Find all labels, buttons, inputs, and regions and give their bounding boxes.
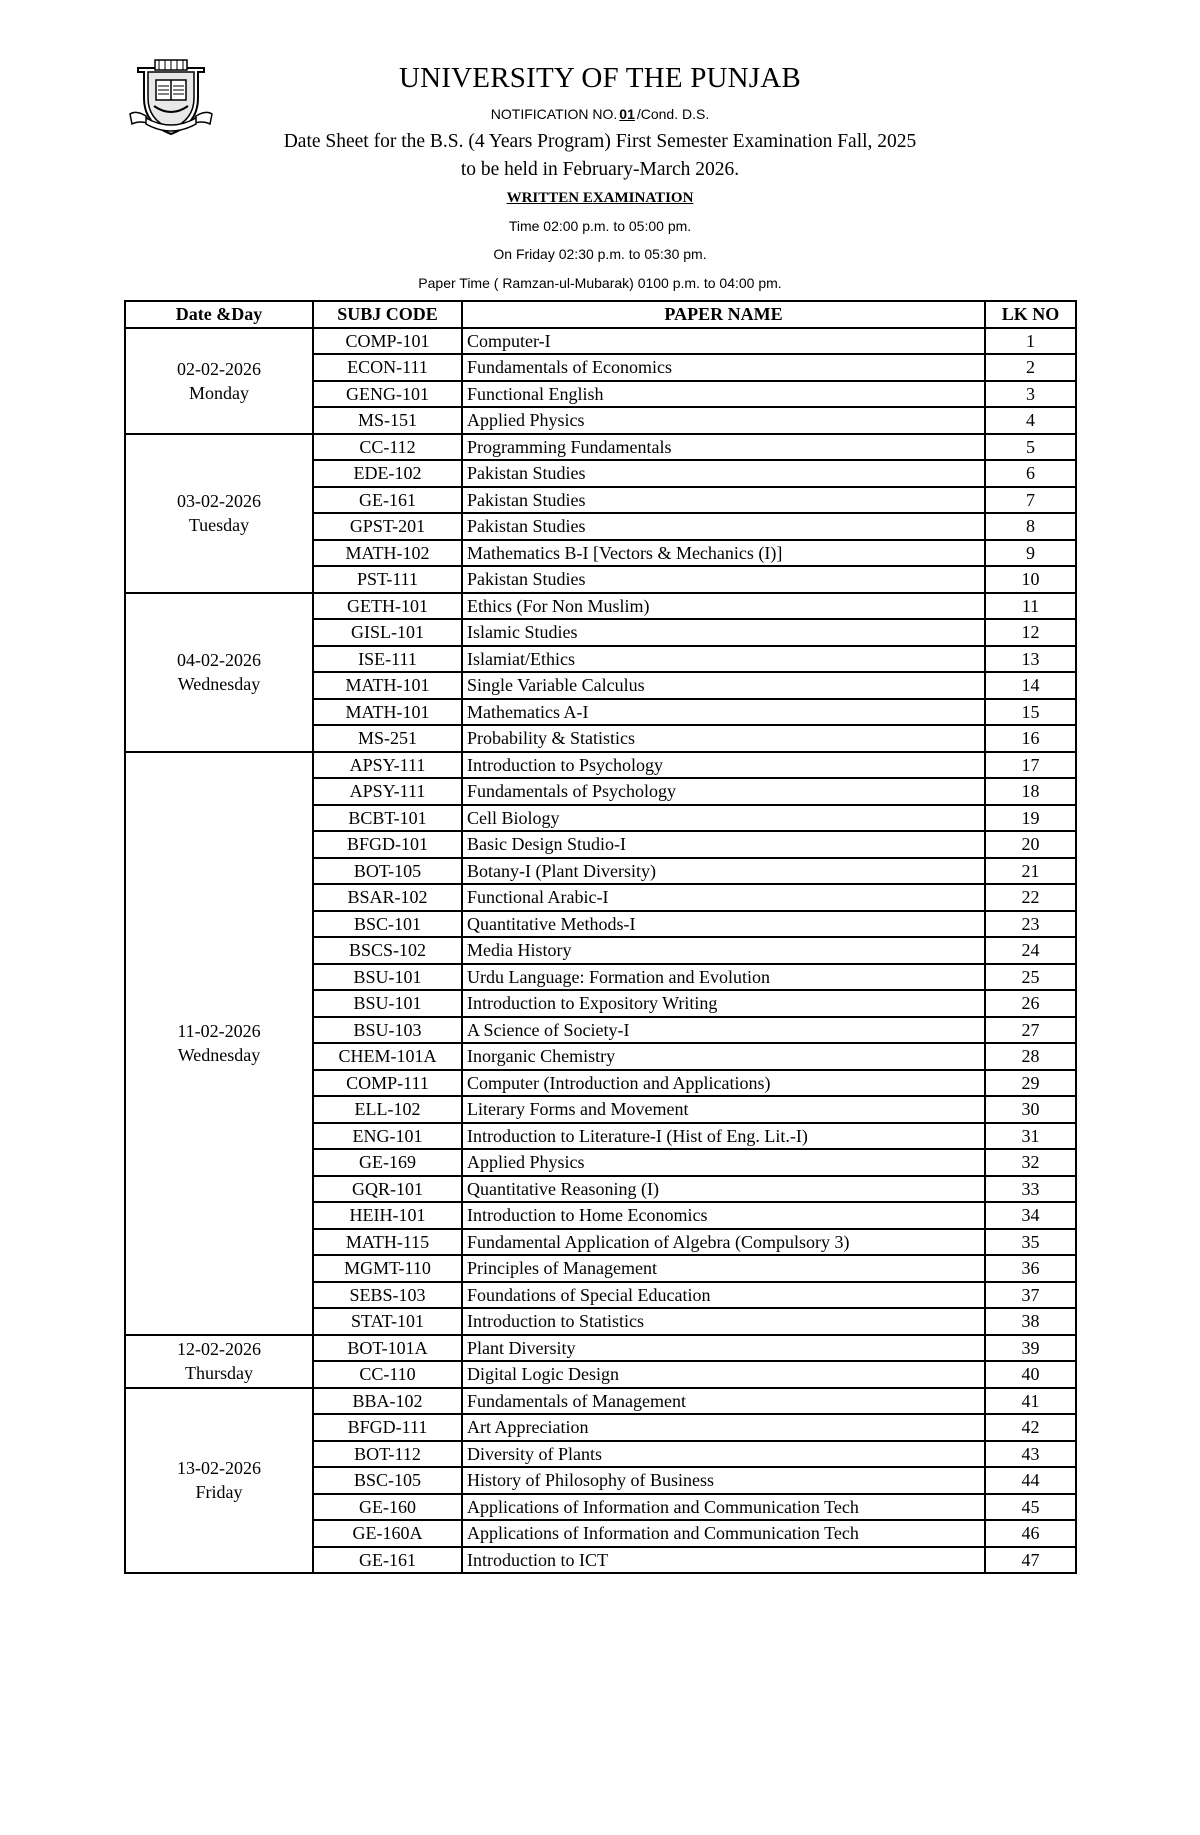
lk-number-cell: 44: [985, 1467, 1076, 1494]
subject-code-cell: GE-160A: [313, 1520, 462, 1547]
paper-name-cell: Introduction to Statistics: [462, 1308, 985, 1335]
paper-name-cell: Fundamentals of Psychology: [462, 778, 985, 805]
paper-name-cell: Pakistan Studies: [462, 513, 985, 540]
table-row: [125, 1388, 1076, 1415]
subject-code-cell: BFGD-101: [313, 831, 462, 858]
exam-date: 03-02-2026: [177, 491, 261, 511]
lk-number-cell: 33: [985, 1176, 1076, 1203]
subject-code-cell: GPST-201: [313, 513, 462, 540]
paper-name-cell: Quantitative Methods-I: [462, 911, 985, 938]
notification-suffix: /Cond. D.S.: [636, 106, 710, 122]
lk-number-cell: 38: [985, 1308, 1076, 1335]
exam-date-cell: [125, 328, 313, 434]
lk-number-cell: 18: [985, 778, 1076, 805]
paper-name-cell: Functional English: [462, 381, 985, 408]
subject-code-cell: BSC-105: [313, 1467, 462, 1494]
exam-time-ramzan: Paper Time ( Ramzan-ul-Mubarak) 0100 p.m. to 04:00 pm.: [418, 275, 782, 291]
paper-name-cell: Principles of Management: [462, 1255, 985, 1282]
paper-name-cell: Introduction to Literature-I (Hist of Eng. Lit.-I): [462, 1123, 985, 1150]
lk-number-cell: 43: [985, 1441, 1076, 1468]
subject-code-cell: BOT-105: [313, 858, 462, 885]
subject-code-cell: HEIH-101: [313, 1202, 462, 1229]
paper-name-cell: Ethics (For Non Muslim): [462, 593, 985, 620]
lk-number-cell: 3: [985, 381, 1076, 408]
table-header-row: [125, 301, 1076, 328]
lk-number-cell: 12: [985, 619, 1076, 646]
lk-number-cell: 40: [985, 1361, 1076, 1388]
table-row: [125, 328, 1076, 355]
subject-code-cell: MATH-102: [313, 540, 462, 567]
paper-name-cell: Pakistan Studies: [462, 566, 985, 593]
exam-date-cell: [125, 752, 313, 1335]
lk-number-cell: 6: [985, 460, 1076, 487]
paper-name-cell: Introduction to Psychology: [462, 752, 985, 779]
lk-number-cell: 30: [985, 1096, 1076, 1123]
lk-number-cell: 20: [985, 831, 1076, 858]
subject-code-cell: BOT-101A: [313, 1335, 462, 1362]
table-row: [125, 434, 1076, 461]
column-header-date: Date &Day: [125, 301, 313, 328]
lk-number-cell: 27: [985, 1017, 1076, 1044]
subject-code-cell: ISE-111: [313, 646, 462, 673]
paper-name-cell: Pakistan Studies: [462, 487, 985, 514]
lk-number-cell: 25: [985, 964, 1076, 991]
paper-name-cell: Urdu Language: Formation and Evolution: [462, 964, 985, 991]
column-header-lk-no: LK NO: [985, 301, 1076, 328]
subject-code-cell: GE-160: [313, 1494, 462, 1521]
lk-number-cell: 28: [985, 1043, 1076, 1070]
paper-name-cell: Quantitative Reasoning (I): [462, 1176, 985, 1203]
subject-code-cell: EDE-102: [313, 460, 462, 487]
paper-name-cell: Introduction to Expository Writing: [462, 990, 985, 1017]
exam-time-friday: On Friday 02:30 p.m. to 05:30 pm.: [493, 246, 707, 262]
lk-number-cell: 35: [985, 1229, 1076, 1256]
paper-name-cell: Probability & Statistics: [462, 725, 985, 752]
paper-name-cell: Digital Logic Design: [462, 1361, 985, 1388]
subject-code-cell: BSC-101: [313, 911, 462, 938]
subject-code-cell: BSAR-102: [313, 884, 462, 911]
paper-name-cell: Foundations of Special Education: [462, 1282, 985, 1309]
exam-day: Monday: [189, 382, 249, 403]
lk-number-cell: 24: [985, 937, 1076, 964]
subject-code-cell: MS-151: [313, 407, 462, 434]
notification-line: [0, 106, 1200, 122]
lk-number-cell: 47: [985, 1547, 1076, 1574]
paper-name-cell: Computer-I: [462, 328, 985, 355]
lk-number-cell: 37: [985, 1282, 1076, 1309]
lk-number-cell: 22: [985, 884, 1076, 911]
exam-date: 04-02-2026: [177, 650, 261, 670]
subject-code-cell: BFGD-111: [313, 1414, 462, 1441]
lk-number-cell: 42: [985, 1414, 1076, 1441]
exam-day: Wednesday: [177, 674, 261, 694]
notification-prefix: NOTIFICATION NO.: [490, 106, 618, 122]
column-header-paper-name: PAPER NAME: [462, 301, 985, 328]
lk-number-cell: 16: [985, 725, 1076, 752]
exam-day: Friday: [195, 1482, 243, 1503]
subject-code-cell: MATH-115: [313, 1229, 462, 1256]
paper-name-cell: Introduction to ICT: [462, 1547, 985, 1574]
subject-code-cell: GQR-101: [313, 1176, 462, 1203]
paper-name-cell: Introduction to Home Economics: [462, 1202, 985, 1229]
subject-code-cell: COMP-101: [313, 328, 462, 355]
paper-name-cell: Islamic Studies: [462, 619, 985, 646]
subject-code-cell: PST-111: [313, 566, 462, 593]
lk-number-cell: 17: [985, 752, 1076, 779]
exam-date: 13-02-2026: [177, 1458, 261, 1479]
subject-code-cell: GENG-101: [313, 381, 462, 408]
paper-name-cell: Applied Physics: [462, 407, 985, 434]
paper-name-cell: Applications of Information and Communication Tech: [462, 1520, 985, 1547]
paper-name-cell: Botany-I (Plant Diversity): [462, 858, 985, 885]
subject-code-cell: GE-169: [313, 1149, 462, 1176]
subject-code-cell: BSU-103: [313, 1017, 462, 1044]
subject-code-cell: CC-112: [313, 434, 462, 461]
paper-name-cell: Applied Physics: [462, 1149, 985, 1176]
lk-number-cell: 19: [985, 805, 1076, 832]
paper-name-cell: Inorganic Chemistry: [462, 1043, 985, 1070]
date-sheet-description: Date Sheet for the B.S. (4 Years Program) First Semester Examination Fall, 2025: [283, 131, 917, 152]
subject-code-cell: BSCS-102: [313, 937, 462, 964]
subject-code-cell: ELL-102: [313, 1096, 462, 1123]
paper-name-cell: Pakistan Studies: [462, 460, 985, 487]
table-row: [125, 1335, 1076, 1362]
subject-code-cell: MGMT-110: [313, 1255, 462, 1282]
paper-name-cell: Plant Diversity: [462, 1335, 985, 1362]
exam-date-cell: [125, 593, 313, 752]
paper-name-cell: Mathematics A-I: [462, 699, 985, 726]
subject-code-cell: GISL-101: [313, 619, 462, 646]
subject-code-cell: BCBT-101: [313, 805, 462, 832]
exam-date-cell: [125, 1388, 313, 1574]
subject-code-cell: MS-251: [313, 725, 462, 752]
lk-number-cell: 41: [985, 1388, 1076, 1415]
lk-number-cell: 21: [985, 858, 1076, 885]
exam-date-cell: [125, 1335, 313, 1388]
paper-name-cell: Islamiat/Ethics: [462, 646, 985, 673]
subject-code-cell: ECON-111: [313, 354, 462, 381]
written-examination-heading: WRITTEN EXAMINATION: [506, 190, 694, 206]
lk-number-cell: 34: [985, 1202, 1076, 1229]
lk-number-cell: 26: [985, 990, 1076, 1017]
subject-code-cell: APSY-111: [313, 778, 462, 805]
paper-name-cell: History of Philosophy of Business: [462, 1467, 985, 1494]
lk-number-cell: 9: [985, 540, 1076, 567]
lk-number-cell: 10: [985, 566, 1076, 593]
subject-code-cell: BSU-101: [313, 990, 462, 1017]
exam-day: Thursday: [185, 1363, 253, 1383]
lk-number-cell: 36: [985, 1255, 1076, 1282]
lk-number-cell: 1: [985, 328, 1076, 355]
lk-number-cell: 15: [985, 699, 1076, 726]
subject-code-cell: STAT-101: [313, 1308, 462, 1335]
lk-number-cell: 46: [985, 1520, 1076, 1547]
table-row: [125, 593, 1076, 620]
exam-date: 12-02-2026: [177, 1339, 261, 1359]
subject-code-cell: COMP-111: [313, 1070, 462, 1097]
university-title: UNIVERSITY OF THE PUNJAB: [399, 62, 801, 94]
paper-name-cell: Diversity of Plants: [462, 1441, 985, 1468]
lk-number-cell: 45: [985, 1494, 1076, 1521]
subject-code-cell: CHEM-101A: [313, 1043, 462, 1070]
lk-number-cell: 14: [985, 672, 1076, 699]
date-sheet-period: to be held in February-March 2026.: [460, 159, 740, 180]
subject-code-cell: BOT-112: [313, 1441, 462, 1468]
lk-number-cell: 23: [985, 911, 1076, 938]
notification-number: 01: [619, 106, 635, 122]
lk-number-cell: 2: [985, 354, 1076, 381]
paper-name-cell: Applications of Information and Communication Tech: [462, 1494, 985, 1521]
paper-name-cell: Computer (Introduction and Applications): [462, 1070, 985, 1097]
lk-number-cell: 7: [985, 487, 1076, 514]
lk-number-cell: 8: [985, 513, 1076, 540]
paper-name-cell: Functional Arabic-I: [462, 884, 985, 911]
paper-name-cell: Art Appreciation: [462, 1414, 985, 1441]
lk-number-cell: 11: [985, 593, 1076, 620]
paper-name-cell: Fundamentals of Management: [462, 1388, 985, 1415]
subject-code-cell: GE-161: [313, 487, 462, 514]
subject-code-cell: MATH-101: [313, 699, 462, 726]
lk-number-cell: 4: [985, 407, 1076, 434]
paper-name-cell: Literary Forms and Movement: [462, 1096, 985, 1123]
subject-code-cell: APSY-111: [313, 752, 462, 779]
paper-name-cell: Fundamental Application of Algebra (Compulsory 3): [462, 1229, 985, 1256]
lk-number-cell: 39: [985, 1335, 1076, 1362]
paper-name-cell: Fundamentals of Economics: [462, 354, 985, 381]
exam-date: 02-02-2026: [177, 358, 261, 379]
lk-number-cell: 13: [985, 646, 1076, 673]
paper-name-cell: Single Variable Calculus: [462, 672, 985, 699]
exam-date-cell: [125, 434, 313, 593]
subject-code-cell: CC-110: [313, 1361, 462, 1388]
lk-number-cell: 31: [985, 1123, 1076, 1150]
subject-code-cell: BSU-101: [313, 964, 462, 991]
lk-number-cell: 29: [985, 1070, 1076, 1097]
paper-name-cell: Basic Design Studio-I: [462, 831, 985, 858]
date-sheet-body: [125, 328, 1076, 1574]
subject-code-cell: BBA-102: [313, 1388, 462, 1415]
exam-day: Tuesday: [188, 515, 250, 535]
paper-name-cell: Programming Fundamentals: [462, 434, 985, 461]
exam-date: 11-02-2026: [177, 1021, 261, 1041]
subject-code-cell: GETH-101: [313, 593, 462, 620]
subject-code-cell: SEBS-103: [313, 1282, 462, 1309]
exam-day: Wednesday: [177, 1045, 261, 1065]
paper-name-cell: Media History: [462, 937, 985, 964]
lk-number-cell: 32: [985, 1149, 1076, 1176]
paper-name-cell: Cell Biology: [462, 805, 985, 832]
paper-name-cell: A Science of Society-I: [462, 1017, 985, 1044]
subject-code-cell: MATH-101: [313, 672, 462, 699]
column-header-subject-code: SUBJ CODE: [313, 301, 462, 328]
table-row: [125, 752, 1076, 779]
lk-number-cell: 5: [985, 434, 1076, 461]
subject-code-cell: GE-161: [313, 1547, 462, 1574]
subject-code-cell: ENG-101: [313, 1123, 462, 1150]
date-sheet-table: [124, 300, 1077, 1574]
paper-name-cell: Mathematics B-I [Vectors & Mechanics (I)]: [462, 540, 985, 567]
exam-time-regular: Time 02:00 p.m. to 05:00 pm.: [508, 218, 692, 234]
